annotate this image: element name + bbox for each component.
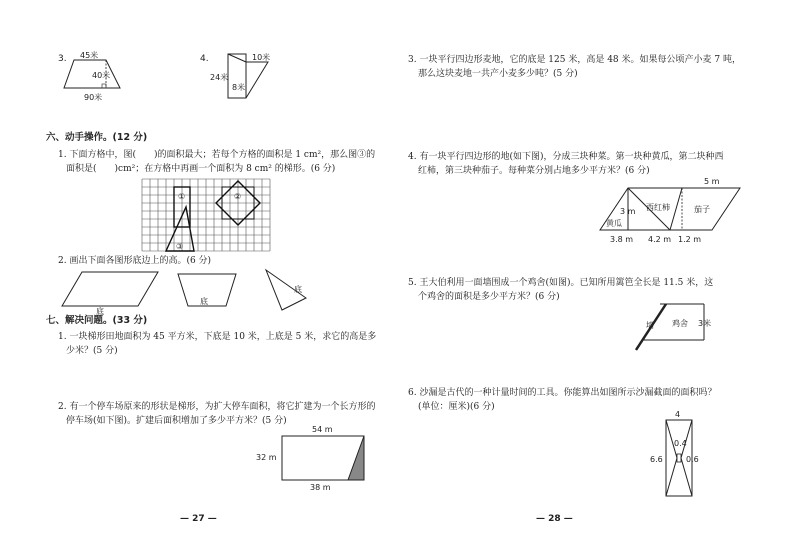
plot-height-label: 3 m	[620, 207, 636, 216]
base-label-2: 底	[200, 297, 208, 306]
sec7-q1-line2: 少米？(5 分)	[66, 346, 118, 356]
fig3-top-label: 45米	[80, 51, 99, 60]
grid-label-1: ①	[178, 192, 186, 201]
q3-line2: 那么这块麦地一共产小麦多少吨？(5 分)	[418, 69, 578, 79]
height-figures	[60, 268, 330, 316]
composite-figure-4	[210, 52, 284, 108]
sec7-q2-line2: 停车场(如下图)。扩建后面积增加了多少平方米？(5 分)	[66, 416, 287, 426]
fig3-bottom-label: 90米	[84, 93, 103, 102]
parking-side-label: 32 m	[256, 453, 277, 462]
fig4-side-label: 24米	[210, 73, 229, 82]
problem-4-number: 4.	[200, 54, 209, 64]
coop-side-label: 3米	[698, 319, 712, 328]
vegetable-plot-figure	[600, 178, 750, 246]
fig3-side-label: 40米	[92, 71, 111, 80]
parking-top-label: 54 m	[312, 425, 333, 434]
hourglass-a-label: 0.4	[674, 439, 687, 448]
trapezoid-figure-3	[62, 50, 142, 106]
plot-b1-label: 3.8 m	[610, 235, 634, 244]
q6-line1: 6. 沙漏是古代的一种计量时间的工具。你能算出如图所示沙漏截面的面积吗？	[408, 388, 717, 398]
q4-line1: 4. 有一块平行四边形的地(如下图)，分成三块种菜。第一块种黄瓜，第二块种西	[408, 152, 724, 162]
plot-top-label: 5 m	[704, 177, 720, 186]
sec7-q1-line1: 1. 一块梯形田地面积为 45 平方米，下底是 10 米，上底是 5 米，求它的高是多	[58, 332, 377, 342]
parking-bottom-label: 38 m	[310, 483, 331, 492]
page-number-28: — 28 —	[536, 514, 573, 524]
plot-eggplant-label: 茄子	[694, 205, 710, 214]
right-page	[400, 0, 800, 560]
section-7-title: 七、解决问题。(33 分)	[46, 315, 148, 326]
plot-cucumber-label: 黄瓜	[606, 219, 622, 228]
q6-line2: (单位：厘米)(6 分)	[418, 402, 495, 412]
sec6-q1-line2: 面积是( )cm²；在方格中再画一个面积为 8 cm² 的梯形。(6 分)	[66, 164, 336, 174]
sec6-q1-line1: 1. 下面方格中，图( )的面积最大；若每个方格的面积是 1 cm²，那么图③的	[58, 150, 376, 160]
page-number-27: — 27 —	[180, 514, 217, 524]
q5-line1: 5. 王大伯利用一面墙围成一个鸡舍(如图)。已知所用篱笆全长是 11.5 米，这	[408, 278, 714, 288]
coop-wall-label: 墙	[646, 321, 654, 330]
hourglass-figure	[642, 410, 712, 500]
problem-3-number: 3.	[58, 54, 67, 64]
parking-lot-figure	[256, 424, 376, 494]
grid-label-3: ③	[176, 242, 184, 251]
fig4-inner-label: 8米	[232, 83, 246, 92]
chicken-coop-figure	[632, 298, 712, 354]
base-label-1: 底	[96, 307, 104, 316]
q5-line2: 个鸡舍的面积是多少平方米？(6 分)	[418, 292, 560, 302]
hourglass-b-label: 0.6	[686, 455, 699, 464]
coop-label: 鸡舍	[672, 319, 688, 328]
hourglass-top-label: 4	[675, 410, 681, 419]
q4-line2: 红柿，第三块种茄子。每种菜分别占地多少平方米？(6 分)	[418, 166, 650, 176]
plot-b3-label: 1.2 m	[678, 235, 702, 244]
base-label-3: 底	[294, 285, 302, 294]
plot-b2-label: 4.2 m	[648, 235, 672, 244]
q3-line1: 3. 一块平行四边形麦地，它的底是 125 米，高是 48 米。如果每公顷产小麦 7 吨，	[408, 55, 741, 65]
plot-tomato-label: 西红柿	[646, 203, 670, 212]
grid-label-2: ②	[234, 192, 242, 201]
sec6-q2: 2. 画出下面各图形底边上的高。(6 分)	[58, 256, 212, 266]
fig4-top-label: 10米	[252, 53, 271, 62]
hourglass-h-label: 6.6	[650, 455, 663, 464]
section-6-title: 六、动手操作。(12 分)	[46, 132, 148, 143]
square-grid	[142, 179, 270, 251]
sec7-q2-line1: 2. 有一个停车场原来的形状是梯形，为扩大停车面积，将它扩建为一个长方形的	[58, 402, 376, 412]
